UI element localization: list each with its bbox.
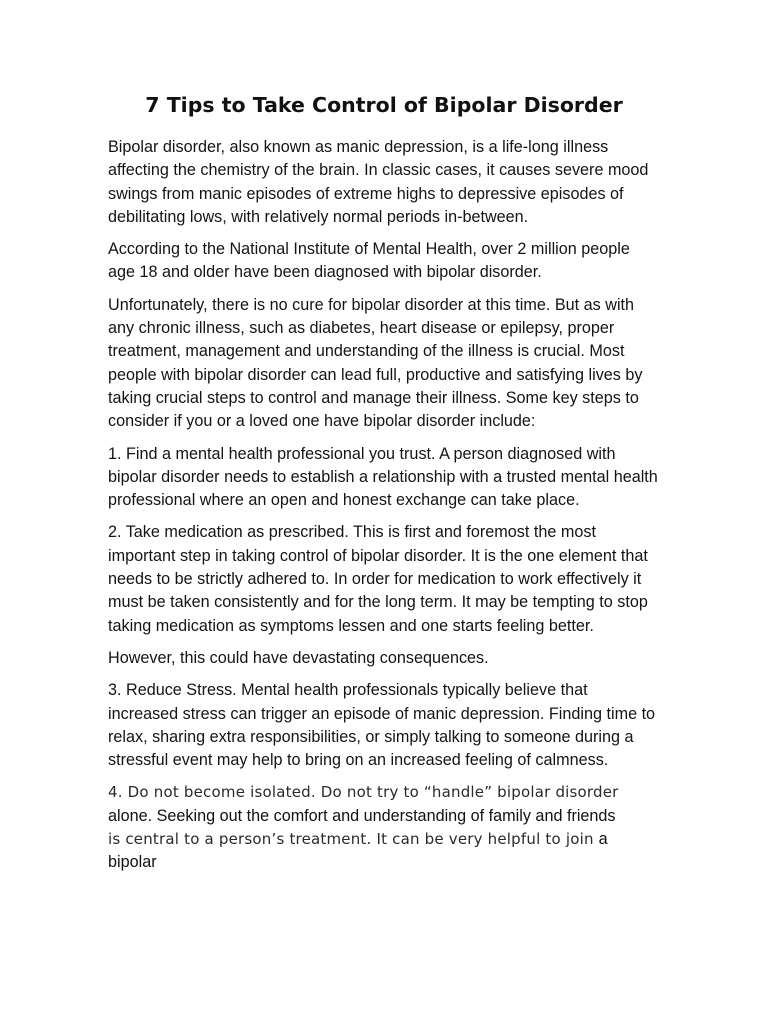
tip-4-paragraph: [108, 781, 660, 874]
tip-1-paragraph: 1. Find a mental health professional you trust. A person diagnosed with bipolar disorder needs to establish a relationship with a trusted mental health professional where an open and honest exchange can take place.: [108, 444, 658, 510]
tip-4-line-1: 4. Do not become isolated. Do not try to “handle” bipolar disorder: [108, 783, 619, 802]
tip-3-paragraph: 3. Reduce Stress. Mental health professionals typically believe that increased stress can trigger an episode of manic depression. Finding time to relax, sharing extra responsibilities, or simply talking to someone during a stressful event may help to bring on an increased feeling of calmness.: [108, 681, 656, 770]
document-title: 7 Tips to Take Control of Bipolar Disorder: [145, 93, 623, 117]
treatment-paragraph: Unfortunately, there is no cure for bipolar disorder at this time. But as with any chronic illness, such as diabetes, heart disease or epilepsy, proper treatment, management and understanding of the illness is crucial. Most people with bipolar disorder can lead full, productive and satisfying lives by taking crucial steps to control and manage their illness. Some key steps to consider if you or a loved one have bipolar disorder include:: [108, 295, 643, 431]
tip-2-paragraph: 2. Take medication as prescribed. This is first and foremost the most important step in taking control of bipolar disorder. It is the one element that needs to be strictly adhered to. In order for medication to work effectively it must be taken consistently and for the long term. It may be tempting to stop taking medication as symptoms lessen and one starts feeling better.: [108, 523, 648, 635]
intro-paragraph: Bipolar disorder, also known as manic depression, is a life-long illness affecting the chemistry of the brain. In classic cases, it causes severe mood swings from manic episodes of extreme highs to depressive episodes of debilitating lows, with relatively normal periods in-between.: [108, 138, 649, 226]
tip-4-line-3-end: a bipolar: [108, 830, 608, 872]
statistics-paragraph: According to the National Institute of Mental Health, over 2 million people age 18 and older have been diagnosed with bipolar disorder.: [108, 240, 630, 282]
tip-4-line-2: alone. Seeking out the comfort and understanding of family and friends: [108, 806, 616, 825]
warning-paragraph: However, this could have devastating consequences.: [108, 648, 489, 667]
tip-4-line-3: is central to a person’s treatment. It can be very helpful to join: [108, 830, 594, 849]
